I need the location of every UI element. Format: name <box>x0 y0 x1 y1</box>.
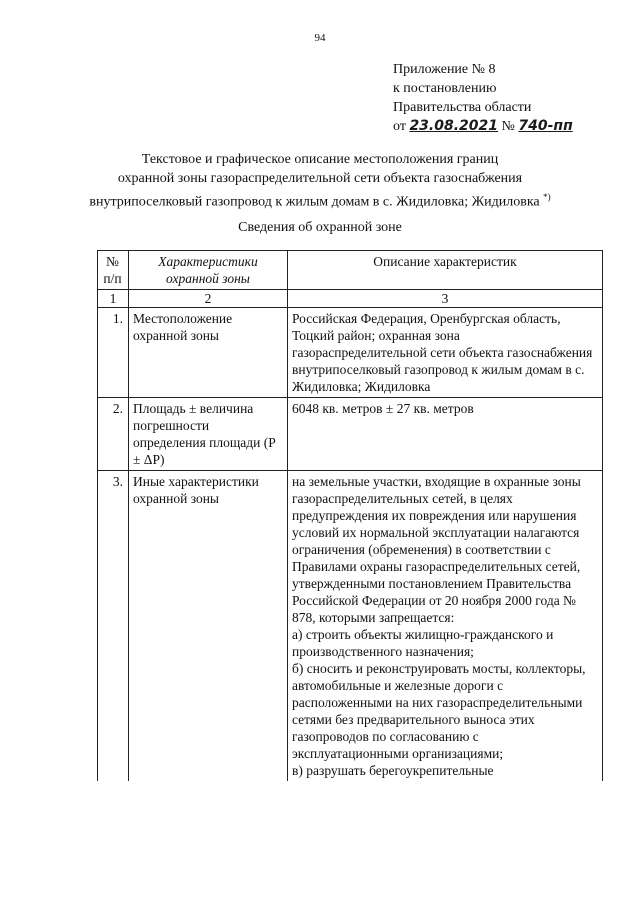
handwritten-date: 23.08.2021 <box>409 118 499 134</box>
row-description: 6048 кв. метров ± 27 кв. метров <box>288 398 603 471</box>
appendix-government: Правительства области <box>393 100 532 115</box>
header-description: Описание характеристик <box>288 251 603 290</box>
zone-table <box>97 250 603 781</box>
table-header-row <box>98 251 603 290</box>
restriction-item-b: б) сносить и реконструировать мосты, коллекторы, автомобильные и железные дороги с расположенными на них газораспределительными сетями без предварительного выноса этих газопроводов по согласованию с эксплуатационными организациями; <box>292 661 586 761</box>
index-cell-1: 1 <box>98 290 129 308</box>
title-line-3 <box>0 188 640 212</box>
handwritten-number: 740-пп <box>518 118 573 134</box>
appendix-resolution: к постановлению <box>393 81 497 96</box>
appendix-title: Приложение № 8 <box>393 62 496 77</box>
row-characteristic: Площадь ± величина погрешности определения площади (P ± ΔP) <box>129 398 288 471</box>
row-description: Российская Федерация, Оренбургская область, Тоцкий район; охранная зона газораспределительной сети объекта газоснабжения внутрипоселковый газопровод к жилым домам в с. Жидиловка; Жидиловка <box>288 308 603 398</box>
title-line-3-text: внутрипоселковый газопровод к жилым домам в с. Жидиловка; Жидиловка <box>89 194 540 210</box>
header-num: № п/п <box>98 251 129 290</box>
restriction-intro: на земельные участки, входящие в охранные зоны газораспределительных сетей, в целях предупреждения их повреждения или нарушения условий их нормальной эксплуатации налагаются ограничения (обременения) в соответствии с Правилами охраны газораспределительных сетей, утвержденными постановлением Правительства Российской Федерации от 20 ноября 2000 года № 878, которыми запрещается: <box>292 474 581 625</box>
title-line-1: Текстовое и графическое описание местоположения границ <box>141 152 499 167</box>
table-row <box>98 398 603 471</box>
page-number: 94 <box>314 32 326 44</box>
row-number: 3. <box>98 471 129 782</box>
row-characteristic: Местоположение охранной зоны <box>129 308 288 398</box>
section-title: Сведения об охранной зоне <box>238 220 402 235</box>
row-number: 1. <box>98 308 129 398</box>
number-prefix: № <box>501 119 515 134</box>
row-characteristic: Иные характеристики охранной зоны <box>129 471 288 782</box>
row-number: 2. <box>98 398 129 471</box>
header-characteristic: Характеристики охранной зоны <box>129 251 288 290</box>
restriction-item-a: а) строить объекты жилищно-гражданского и производственного назначения; <box>292 627 554 659</box>
index-cell-3: 3 <box>288 290 603 308</box>
table-index-row <box>98 290 603 308</box>
title-line-2: охранной зоны газораспределительной сети объекта газоснабжения <box>117 171 523 186</box>
footnote-mark: *) <box>543 192 551 202</box>
table-row <box>98 471 603 782</box>
table-row <box>98 308 603 398</box>
appendix-date-line <box>393 117 573 136</box>
index-cell-2: 2 <box>129 290 288 308</box>
document-title <box>0 150 640 212</box>
date-prefix: от <box>393 119 406 134</box>
restriction-item-c: в) разрушать берегоукрепительные <box>292 763 494 778</box>
row-description <box>288 471 603 782</box>
appendix-block <box>393 60 573 136</box>
